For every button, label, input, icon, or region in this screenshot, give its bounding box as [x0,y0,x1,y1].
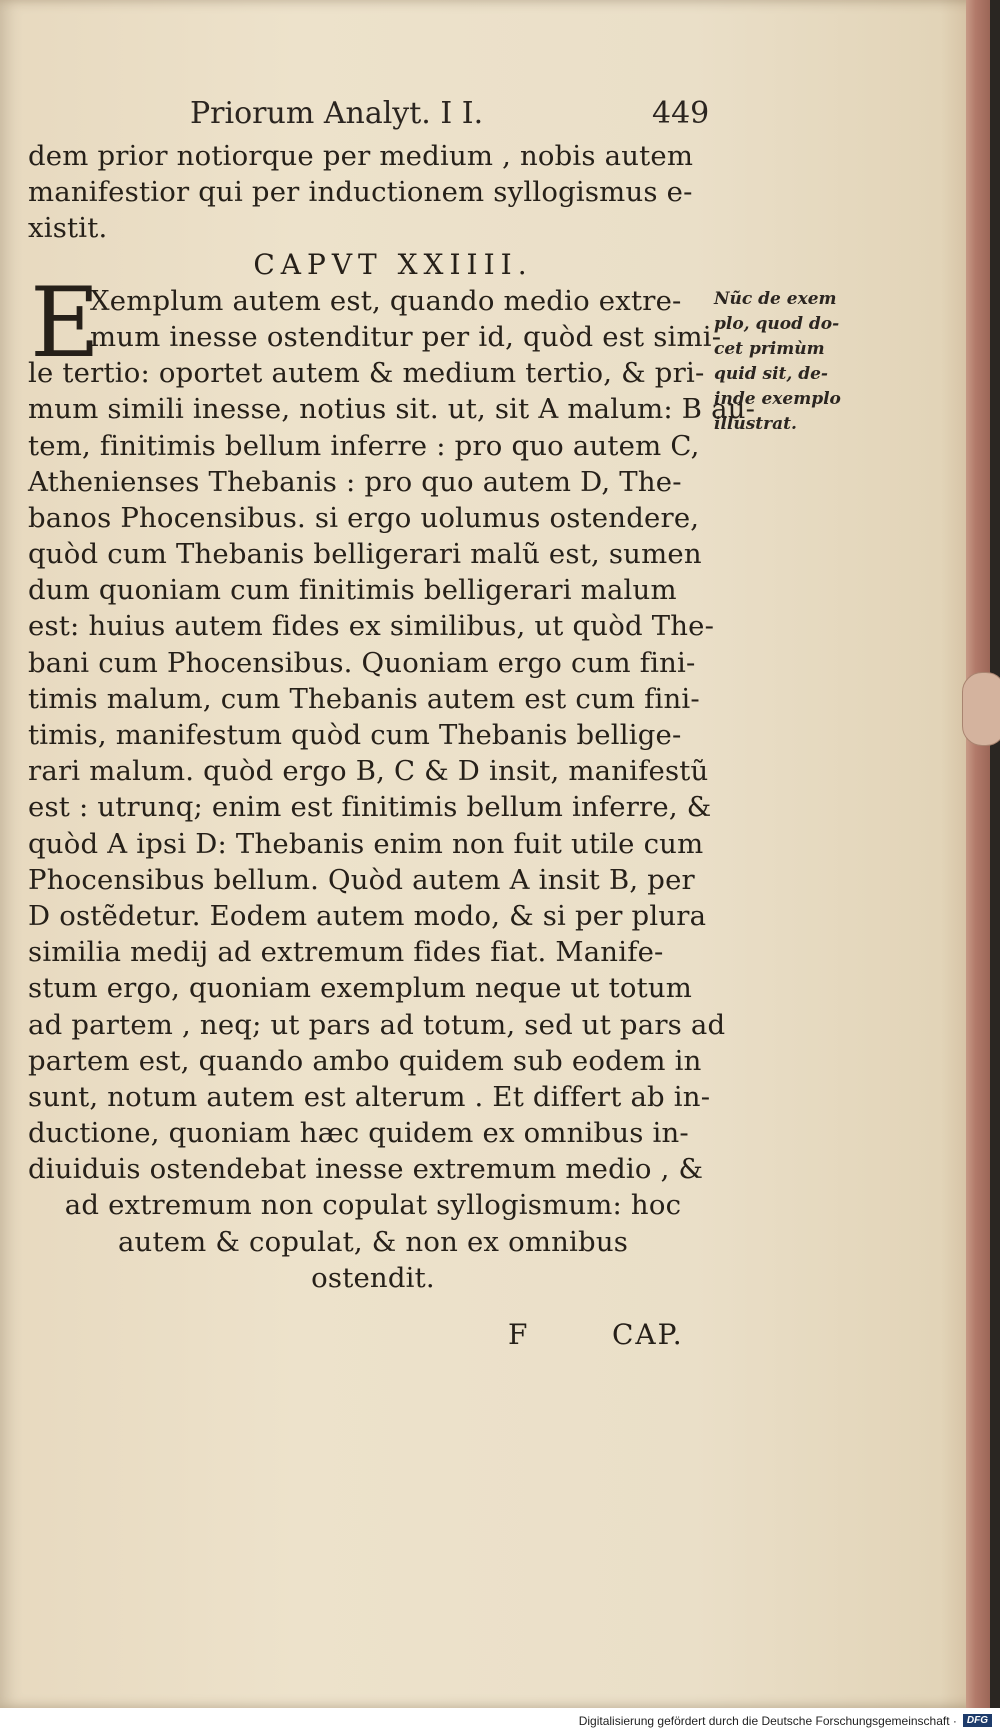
margin-note [714,287,844,437]
text-line: Athenienses Thebanis : pro quo autem D, The- [28,465,682,498]
margin-note-line: illustrat. [714,414,797,434]
digitization-footer [0,1708,1000,1733]
text-line: ad partem , neq; ut pars ad totum, sed ut pars ad [28,1008,726,1041]
text-line: est : utrunq; enim est finitimis bellum inferre, & [28,791,712,824]
text-line: tem, finitimis bellum inferre : pro quo autem C, [28,429,700,462]
running-header [180,92,720,142]
page-tab-marker [962,672,1000,746]
closing-line: autem & copulat, & non ex omnibus [117,1225,629,1258]
margin-note-line: cet primùm [714,339,825,359]
chapter-heading: CAPVT XXIIII. [253,247,533,281]
text-line: le tertio: oportet autem & medium tertio, & pri- [28,357,705,390]
text-line: quòd A ipsi D: Thebanis enim non fuit utile cum [28,827,704,860]
page-number: 449 [652,96,710,131]
margin-note-line: inde exemplo [714,389,841,409]
text-line: est: huius autem fides ex similibus, ut quòd The- [28,610,715,643]
text-line: timis, manifestum quòd cum Thebanis bellige- [28,719,682,751]
text-line: dem prior notiorque per medium , nobis autem [28,140,694,172]
footer-text: Digitalisierung gefördert durch die Deutsche Forschungsgemeinschaft · [578,1713,957,1728]
catchword: CAP. [612,1318,684,1351]
text-line: sunt, notum autem est alterum . Et differt ab in- [28,1080,711,1113]
text-line: rari malum. quòd ergo B, C & D insit, manifestũ [28,755,709,788]
closing-line: ostendit. [311,1261,435,1294]
running-title: Priorum Analyt. I I. [190,96,484,131]
text-line: D ostẽdetur. Eodem autem modo, & si per plura [28,899,707,932]
text-line: quòd cum Thebanis belligerari malũ est, sumen [28,538,702,571]
signature-mark: F [508,1318,530,1351]
margin-note-line: quid sit, de- [714,364,828,384]
text-line: partem est, quando ambo quidem sub eodem in [28,1044,702,1077]
text-line: xistit. [28,212,108,245]
text-line: mum simili inesse, notius sit. ut, sit A malum: B au- [28,393,756,426]
text-line: Xemplum autem est, quando medio extre- [90,284,682,317]
text-line: bani cum Phocensibus. Quoniam ergo cum fini- [28,646,696,679]
text-line: diuiduis ostendebat inesse extremum medio , & [28,1153,704,1186]
text-line: stum ergo, quoniam exemplum neque ut totum [28,972,693,1005]
text-line: dum quoniam cum finitimis belligerari malum [28,574,677,607]
margin-note-line: plo, quod do- [714,314,840,334]
margin-note-line: Nũc de exem [714,289,837,309]
text-line: mum inesse ostenditur per id, quòd est simi- [90,320,722,353]
text-line: similia medij ad extremum fides fiat. Manife- [28,936,664,969]
drop-cap: E [30,267,101,379]
text-line: Phocensibus bellum. Quòd autem A insit B, per [28,863,695,896]
text-line: banos Phocensibus. si ergo uolumus ostendere, [28,501,700,534]
text-line: ductione, quoniam hæc quidem ex omnibus in- [28,1117,689,1150]
closing-line: ad extremum non copulat syllogismum: hoc [64,1189,682,1222]
text-line: manifestior qui per inductionem syllogismus e- [28,176,693,209]
page-edge [966,0,990,1708]
dfg-logo-icon: DFG [963,1714,992,1727]
text-line: timis malum, cum Thebanis autem est cum fini- [28,682,700,715]
